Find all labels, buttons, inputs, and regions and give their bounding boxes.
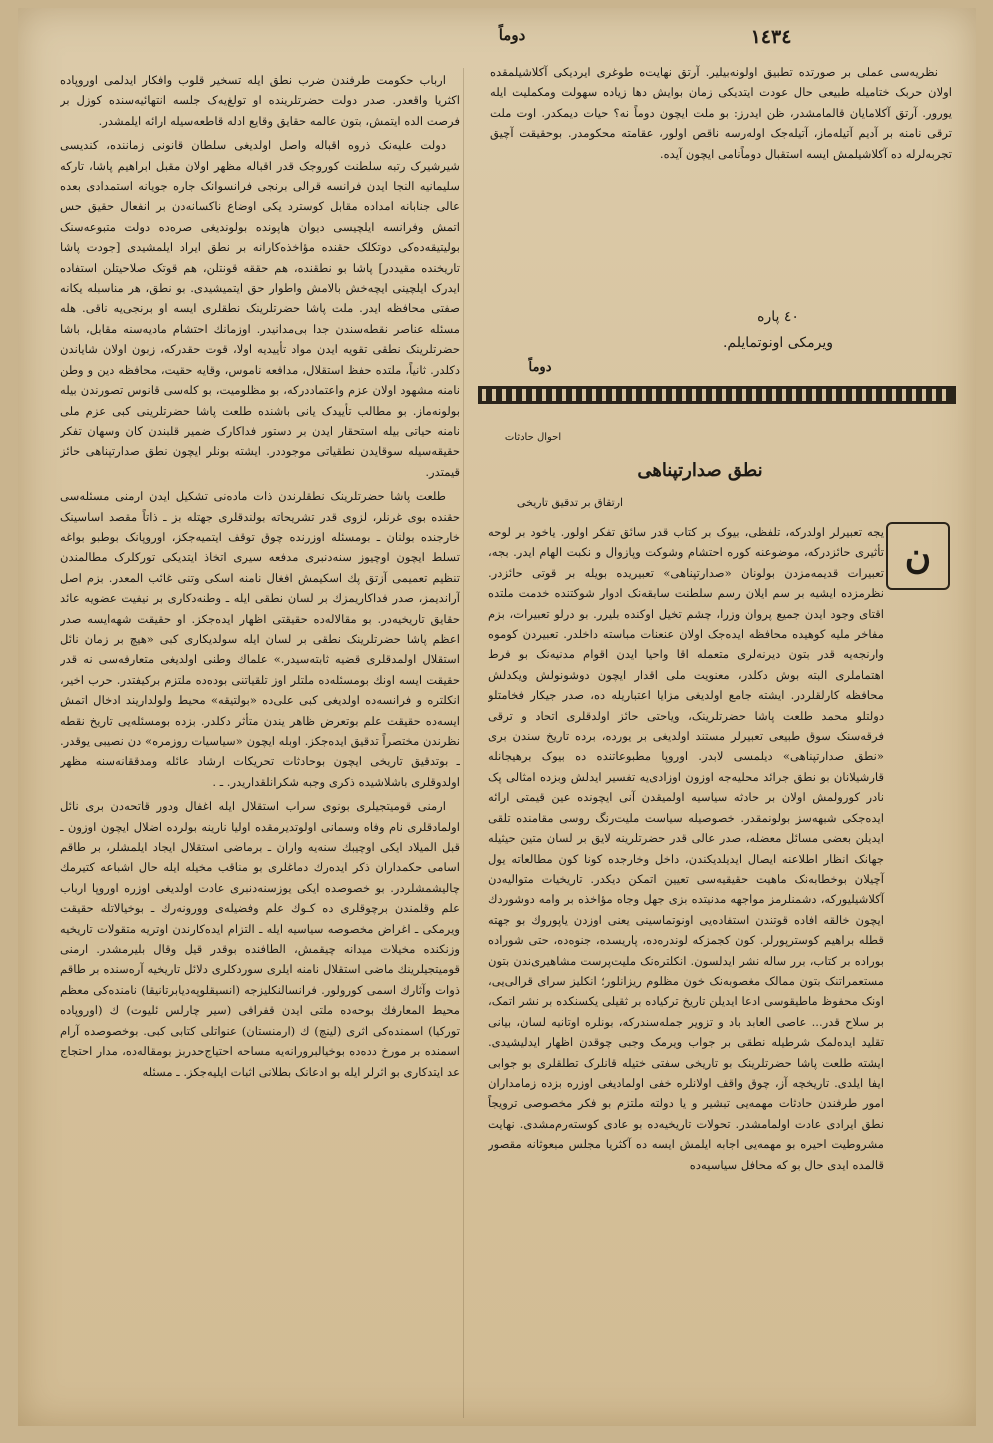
article-body bbox=[488, 522, 950, 1422]
section-heading: دوماً bbox=[528, 360, 552, 375]
left-paragraph-4: ارمنی قومیتجیلری بونوی سراب استقلال ایله اغفال ودور قاتحه‌دن بری نائل اولمادقلری نام وفاه وسمانی اولوتدیرمقده اولیا نارینه بولرده اضلال ایچون اوزون ـ قبل المیلاد ایکی اوچیبك سنه‌یه واران ـ برماضی استقلال ایجاد ایلمشلر، بر طاقم اسامی حکمداران ذکر ایده‌رك دماغلری بو مناقب مخیله ایله حال اشباعه کتیرمك چالیشمشلردر. بو خصوصده ایکی یوزسنه‌دنبری عادت اولدیغی اوزره اوروپا ارباب علم وقلمندن برچوقلری ده کـوك علم وفضیله‌ی وورونه‌رك ـ بوخیالاتله حقیقت ویرمکی ـ اغراض مخصوصه سیاسیه ایله ـ التزام ایده‌کارندن اوتریه متقولات تاریخیه وزنکنده مخیلات میدانه چیقمش، الطافنده بوقدر قیل وقال بلیرمشدر. ارمنی قومیتجیلرینك ماضی استقلال نامنه ایلری سوردکلری دلائل تاریخیه آره‌سنده بر طاقم ذوات وآثارك اسمی کورولور. فرانسا‌لنکلیزجه (انسیقلوپه‌دیابرتانیقا) نامنده‌کی معظم محیط المعارفك بوحه‌ده ملتی ایدن قفرافی (سیر چارلس ئلیوت) ك (اوروپاده تورکیا) اسمنده‌کی اثری (لینچ) ك (ارمنستان) عنواتلی کتابی کبی. بوخصوصده آرام اسمنده بر مورخ دده‌ده بوخیالبرورانه‌یه مساحه احتیاج‌حدربز بومقاله‌ده، مدار احتجاج عد ایتدکاری بو اثرلر ایله بو ادعانک بطلانی اثبات ایلیه‌جکز. ـ مسئله bbox=[60, 799, 460, 1079]
closing-lines bbox=[698, 304, 858, 356]
right-top-column bbox=[490, 62, 952, 308]
left-paragraph-1: ارباب حکومت طرفندن ضرب نطق ایله تسخیر قلوب وافکار ایدلمی اوروپاده اکثریا واقعدر. صدر دولت حضرتلرینده او تولغ‌یه‌ک جلسه انتهائیه‌سنده کوزل بر فرصت الده ایتمش، بتون عالمه حقایق وقایع ادله قاطعه‌سیله ارائه ایلمشدر. bbox=[60, 73, 460, 128]
rubric-label: احوال حادثات bbox=[504, 432, 562, 443]
article-paragraph: یجه تعبیرلر اولدرکه، تلفظی، بیوک بر کتاب قدر سائق تفکر اولور. یاخود بر لوحه تأثیری حائزدرکه، موضوعنه کوره احتشام وشوکت وپازوال و نکبت الهام ایدر. بجه، تعبیرات قدیمه‌مزدن بولونان «صدارتپناهی» تعبیریده بویله بر قوتی حائزدر. نظرمزده ایشیه بر سم ایلان رسم سلطنت سابقه‌نک ادوار شوکتنده خدمت ملتده اقتای وجود ایدن جمیع پروان وزرا، چشم تخیل اوکنده بلیرر. بو درلو تعبیرات، بزم مفاخر ملیه کوهیده محافظه ایده‌جک اولان عنعنات مباسته داخلدر. تعبیردن کوموه وارنجه‌یه قدر بتون دیرنه‌لری متعمله اقا واحیا ایدن اقوام مدنیه‌نک بو فرط اهتماملری البته بوش دکلدر، معنویت ملی اقدار ایچون دوشونولش ویکدلش محافظه کارلقلردر. ایشته جامع اولدیغی مزایا اعتباریله ده، صدر جیکار فخامتلو دولتلو محمد طلعت پاشا حضرتلرینک، ویاحتی حائز اولدقلری اتحاد و ترقی فرقه‌سنک سوق طبیعی تعبیرلر مستند اولدیغی بر یورده، برده تاریخ سندن بری «نطق صدارتپناهی» دیلمسی لابدر. اوروپا مطبوعاتنده ده بیوک برهیجانله قارشیلانان بو نطق جرائد محلیه‌جه اوزون اوزادی‌یه تفسیر ایدلش وبزده امثالی پک نادر کورولمش اولان بر حادثه سیاسیه اولمیقدن آنی ایچونده عین قیمتی ارائه ایده‌جکی شبهه‌سز بولونمقدر. خصوصیله سیاست ملیت‌رنگ روسی مقامنده تلقی ایدیلن بعضی مسائل معضله، صدر عالی قدر حضرتلرینه لایق بر لسان متین حیثیله جهانک انظار اطلاعنه ایصال ایدیلدیکندن، داخل وخارجده کونا کون مطالعاته یول آچیلان بوخطابه‌نک ماهیت حقیقیه‌سی تعیین اتمکن دیکدر. تاریخیات متوالیه‌دن آکلاشیلیورکه، دشمنلرمز مواجهه مدنیتده بزی جهل وجاه مؤاخذه بر وامه دوشوردك ایچون خالقه افاده قوتندن استفاده‌یی اونوتماسینی یعنی اوزدن یاپوروك بو جهته قطله براهیم کوسترپورلر. کون کجمزکه لوندره‌ده، پاریسده، جنوه‌ده، حتی شوراده بوراده بر کتاب، برر ساله نشر ایدلسون. انکلتره‌نک ملیت‌پرست مشاهیری‌ندن بتون مستعمراتنک بتون ممالک مغصوبه‌نک خون مظلوم ریزانلور؛ انکلیز سرای قرالی‌یی، اونک محفوظ ماطیقوسی ادعا ایدیلن تاریخ ترکیاده بر ثقیلی یکسنکده بر نشر اتمک، بر سلاح قدر... عاصی العابد باد و تزویر جمله‌سندرکه، بونلره اوتانیه لسان، بیانی تقلید ایده‌لمک شرطیله نطقی بر جواب ویرمک وجبی چوقدن اظهار ایدلیشیدی. ایشته طلعت پاشا حضرتلرینک بو تاریخی سفتی ختیله قانلرک تطلقلری بو جوابی ایفا ایلدی. تاریخچه آز، چوق واقف اولانلره خفی اولمادیغی اوزره بزده زمامداران امور طرفندن حادثات مهمه‌یی تبشیر و یا دولته ملتزم بو فکر مخصوصی ترویجاً نطق ایرادی عادت اولمامشدر. تحولات تاریخیه‌ده بو عادی کوسته‌رم‌مشدی. نهایت مشروطیت احیره بو مهمه‌یی اجابه ایلمش ایسه ده آکثریا مجلس مبعوثانه مقصور قالمده ایدی حال بو که محافل سیاسیه‌ده bbox=[488, 525, 884, 1172]
left-column bbox=[60, 70, 460, 1425]
closing-line-1: ٤٠ پاره bbox=[757, 309, 799, 325]
running-head: دوماً bbox=[498, 26, 526, 44]
article-byline: ارتقاق بر تدقیق تاریخی bbox=[516, 496, 624, 509]
left-paragraph-2: دولت علیه‌نک ذروه اقباله واصل اولدیغی سلطان قانونی زماننده، کندیسی شیرشیرک رتبه سلطنت کوروجک قدر اقباله مظهر اولان مقبل ابراهیم پاشا، تارکه سلیمانیه النجا ایدن فرانسه قرالی برنجی فرانسوانک جاره جویانه استمدادی بعده عالی جنابانه امداده مقابل کوسترد یکی اوضاع ناکسانه‌دن بر انفعال حقیق حس اتمش وفرانسه ایلچیسی دیوان هاپونده بولوندیغی صره‌ده دولت متبوعه‌سنک بولیتیقه‌ده‌کی دوتکلک حقنده مؤاخذه‌کارانه بر نطق ایراد ایلمشیدی [جودت پاشا تاریخنده مقیددر] پاشا بو نطقنده، هم حققه قونتلن، هم قوتک صلاحیتلن استفاده ایدرک ایلچینی ایچه‌خش بالامش واطوار حق ایتمیشیدی. بو نطق، هر مناسبله یکانه صفتی محافظه ایدر. ملت پاشا حضرتلرینک نطقلری ایسه او برنجی‌یه ناقی. هله مسئله عناصر نقطه‌سندن جدا بی‌مدانیدر. اوزمانك احتشام مادیه‌سنه مقابل، باشا حضرتلرینک نطقی تقویه ایدن مواد تأییدیه اولا، قوت حقدرکه، زبون اولان شایاندن دکلدر. ثانیاً، ملتده حفظ استقلال، مدافعه ناموس، وقایه حقیت، محافظه دین و وطن نامنه مشهود اولان عزم واعتماددرکه، بو مظلومیت، بو کله‌سی قانوس تصورندن بیله بولونه‌ماز. بو مطالب تأییدک یانی باشنده طلعت پاشا حضرتلرینی کبی عزم ملی نامنه حیاتی بیله استحقار ایدن بر دستور فداکارک ضمیر قلبندن کان وسهان تفکر حقیقه‌سیله سوقایدن نطقیاتی موجوددر. ایشته بونلر ایچون نطق صدارتپناهی حائز قیمتدر. bbox=[60, 138, 460, 479]
page-number: ١٤٣٤ bbox=[750, 26, 792, 48]
ornament-band-icon bbox=[478, 386, 956, 404]
right-top-paragraph: نظریه‌سی عملی بر صورتده تطبیق اولونه‌بیلیر. آرتق نهایت‌ه طوغری ایردیکی آکلاشیلمقده اولان حربک ختامیله طبیعی حال عودت ایتدیکی زمان بوایش دها زیاده سهولت ومکملیت ایله یورور. آرتق آکلامایان قالمامشدر، ظن ایدرز: بو ملت ایچون دوماً نه؟ حیات دیمکدر. اوت ملت ترقی نامنه بر آدیم آتیله‌ماز، آتیله‌جک اوله‌رسه ناقص اولور، عقامته محکومدر. بوحقیقت آچیق تجربه‌لرله ده آکلاشیلمش ایسه استقبال دوماً‌نامی ایچون آیده. bbox=[490, 65, 952, 161]
newspaper-page bbox=[18, 8, 976, 1426]
closing-line-2: ویرمکی اونوتمایلم. bbox=[722, 335, 834, 351]
left-paragraph-3: طلعت پاشا حضرتلرینک نطقلرندن ذات ماده‌نی تشکیل ایدن ارمنی مسئله‌سی حقنده بوی غرنلر، لزوی قدر تشریحاته بولندقلری جهتله بز ـ ذاتاً مقصد اساسینک خارجنده بولنان ـ بومسئله اوزرنده چوق توقف ایتمیه‌جکز، اوروپانک بوطبو بواغه تسلط ایچون اوچیوز سنه‌دنبری مدفعه سیری اتخاذ ایتدیکی تورکلرک مطالمندن تنظیم تعمیمی آزتق پك اسکیمش افغال نامنه اسکی وتنی غائب المعدر. بزم اصل آراندیمز، صدر فداکاریمزك بر لسان نطقی ایله ـ وطنه‌دکاری بر نیفیت عضویه عائد حقایق تاریخیه‌در. بو مقالاله‌ده حقیقتی اظهار ایده‌جکز. او حقیقت شهه‌ایسه صدر اعظم پاشا حضرتلرینک نطقی بر لسان ایله سولدیکاری کبی «هیچ بر زمان نائل استقلال اولمدقلری قضیه ثابته‌سیدر.» علماك وطنی اولدیغی متعارفه‌سی نه قدر حقیقت ایسه اونك بومسئله‌ده ملتلر اوز تلقیاتنی بوده‌ده ملتزم برکیفتدر. حرب اخیر، انکلتره و فرانسه‌ده اولدیغی کبی علی‌ده «بولتیقه» محیط ولولداریند ادخال اتمش ایسه‌ده حقیقت علم بوتعرض ظاهر یندن متأثر دکلدر. بزده بومسئله‌یی تاریخ نقطه نظرندن مختصراً تدقیق ایده‌جکز. اوبله ایچون «سیاسیات روزمره» دن نصیبی یوقدر. ـ بوتدقیق تاریخی ایچون بوحادثات تحریکات ارشاد عائله ومدققانه‌سنه مظهر اولدوقلری باشلاشیده ذکری وجبه شکرانلقداریدر. ـ . bbox=[60, 489, 460, 789]
column-divider bbox=[463, 68, 464, 1418]
article-title: نطق صدارتپناهی bbox=[637, 460, 763, 481]
initial-letter: ن bbox=[904, 535, 932, 577]
